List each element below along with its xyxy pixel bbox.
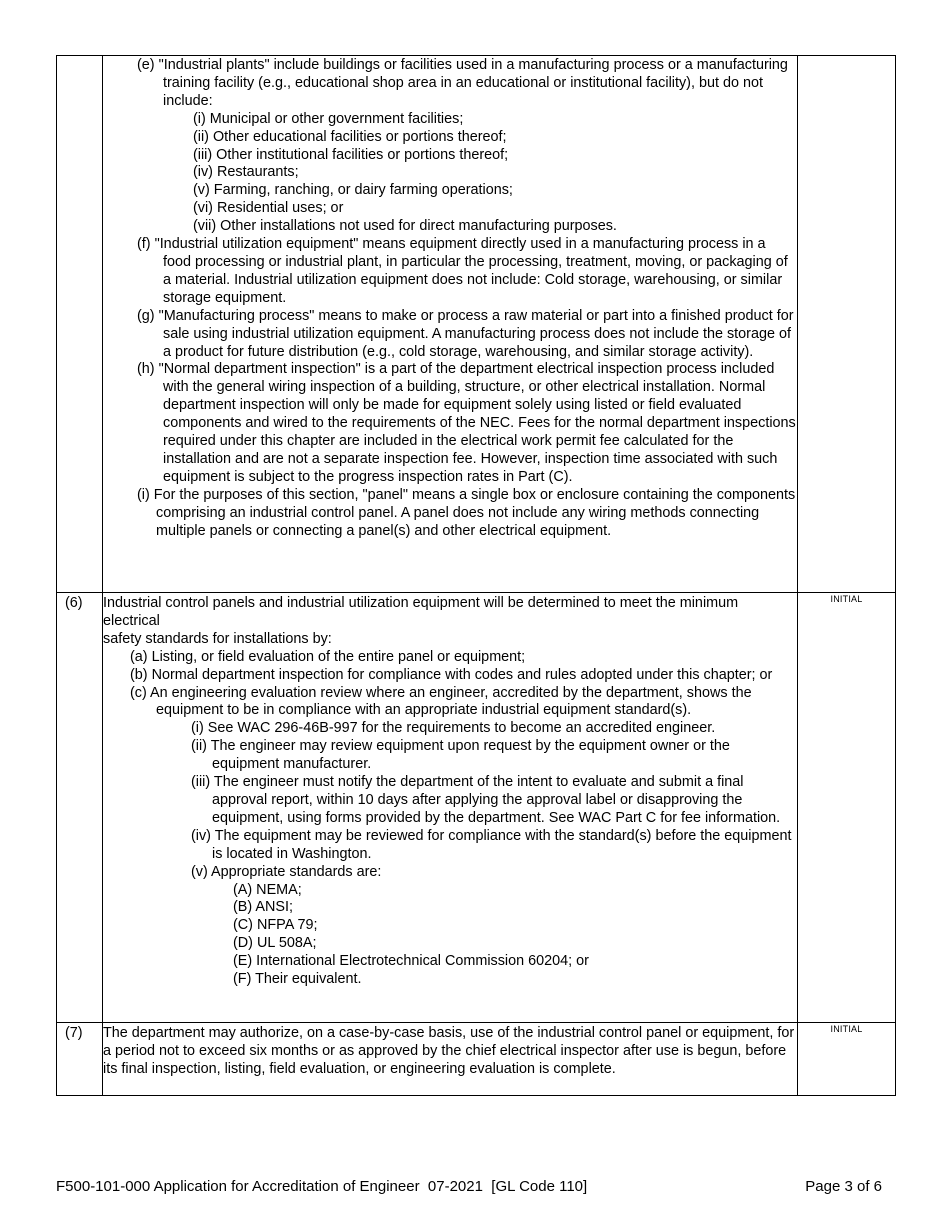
section-text-cell: [103, 1023, 798, 1096]
section-number-cell: [57, 56, 103, 593]
standard-item: (D) UL 508A;: [233, 935, 317, 952]
standard-item: (C) NFPA 79;: [233, 917, 318, 934]
section-number: (7): [65, 1025, 83, 1041]
section-text-cell: [103, 56, 798, 593]
list-item: (iii) Other institutional facilities or portions thereof;: [193, 146, 509, 163]
list-item: (a) Listing, or field evaluation of the entire panel or equipment;: [130, 648, 526, 665]
list-item: (v) Appropriate standards are:: [191, 863, 382, 880]
list-item: (iii) The engineer must notify the department of the intent to evaluate and submit a final approval report, within 10 days after applying the approval label or disapproving the equipment, using forms provided by the department. See WAC Part C for fee information.: [191, 774, 781, 826]
list-item: (i) Municipal or other government facilities;: [193, 110, 464, 127]
requirements-table: [56, 55, 896, 1096]
section-number-cell: [57, 593, 103, 1023]
initial-cell[interactable]: [798, 593, 896, 1023]
table-row: [57, 56, 896, 593]
list-item: (vi) Residential uses; or: [193, 200, 344, 217]
standard-item: (B) ANSI;: [233, 899, 293, 916]
list-item: (c) An engineering evaluation review where an engineer, accredited by the department, shows the equipment to be in compliance with an appropriate industrial equipment standard(s).: [130, 684, 752, 719]
standard-item: (E) International Electrotechnical Commission 60204; or: [233, 953, 589, 970]
list-item: (ii) Other educational facilities or portions thereof;: [193, 128, 507, 145]
list-item: (v) Farming, ranching, or dairy farming operations;: [193, 182, 513, 199]
initial-label: INITIAL: [830, 594, 863, 604]
section-number-cell: [57, 1023, 103, 1096]
section-number: (6): [65, 595, 83, 611]
initial-label: INITIAL: [830, 1024, 863, 1034]
section-text-cell: [103, 593, 798, 1023]
list-item: (i) See WAC 296-46B-997 for the requirements to become an accredited engineer.: [191, 720, 716, 737]
list-item: (vii) Other installations not used for direct manufacturing purposes.: [193, 218, 617, 235]
form-identifier: F500-101-000 Application for Accreditation of Engineer 07-2021 [GL Code 110]: [56, 1178, 588, 1195]
page-footer: [56, 1178, 882, 1195]
list-item: (iv) Restaurants;: [193, 164, 299, 181]
section-text: The department may authorize, on a case-by-case basis, use of the industrial control panel or equipment, for a period not to exceed six months or as approved by the chief electrical inspector after use is begun, before its final inspection, listing, field evaluation, or engineering evaluation is complete.: [103, 1025, 795, 1077]
standard-item: (A) NEMA;: [233, 881, 302, 898]
list-item: (iv) The equipment may be reviewed for compliance with the standard(s) before the equipment is located in Washington.: [191, 827, 792, 862]
definition-i: (i) For the purposes of this section, "panel" means a single box or enclosure containing the components comprising an industrial control panel. A panel does not include any wiring methods connecting multiple panels or connecting a panel(s) and other electrical equipment.: [137, 486, 796, 539]
section-intro: safety standards for installations by:: [103, 630, 332, 647]
initial-cell[interactable]: [798, 1023, 896, 1096]
page-number: Page 3 of 6: [805, 1178, 882, 1195]
list-item: (b) Normal department inspection for compliance with codes and rules adopted under this chapter; or: [130, 666, 773, 683]
definition-h: (h) "Normal department inspection" is a part of the department electrical inspection process included with the general wiring inspection of a building, structure, or other electrical installation. Normal department inspection will only be made for equipment solely using listed or field evaluated components and wired to the requirements of the NEC. Fees for the normal department inspections required under this chapter are included in the electrical work permit fee calculated for the installation and are not a separate inspection fee. However, inspection time associated with such equipment is subject to the progress inspection rates in Part (C).: [137, 361, 796, 485]
list-item: (ii) The engineer may review equipment upon request by the equipment owner or the equipment manufacturer.: [191, 738, 730, 773]
standard-item: (F) Their equivalent.: [233, 971, 362, 988]
definition-e: (e) "Industrial plants" include buildings or facilities used in a manufacturing process or a manufacturing training facility (e.g., educational shop area in an educational or institutional facility), but do not include:: [137, 57, 788, 109]
definition-g: (g) "Manufacturing process" means to make or process a raw material or part into a finished product for sale using industrial utilization equipment. A manufacturing process does not include the storage of a product for future distribution (e.g., cold storage, warehousing, and similar storage activity).: [137, 307, 794, 360]
table-row: [57, 593, 896, 1023]
initial-cell[interactable]: [798, 56, 896, 593]
table-row: [57, 1023, 896, 1096]
section-intro: Industrial control panels and industrial utilization equipment will be determined to meet the minimum electrical: [103, 595, 739, 629]
definition-f: (f) "Industrial utilization equipment" means equipment directly used in a manufacturing process in a food processing or industrial plant, in particular the processing, treatment, moving, or packaging of a material. Industrial utilization equipment does not include: Cold storage, warehousing, or similar storage equipment.: [137, 236, 788, 306]
